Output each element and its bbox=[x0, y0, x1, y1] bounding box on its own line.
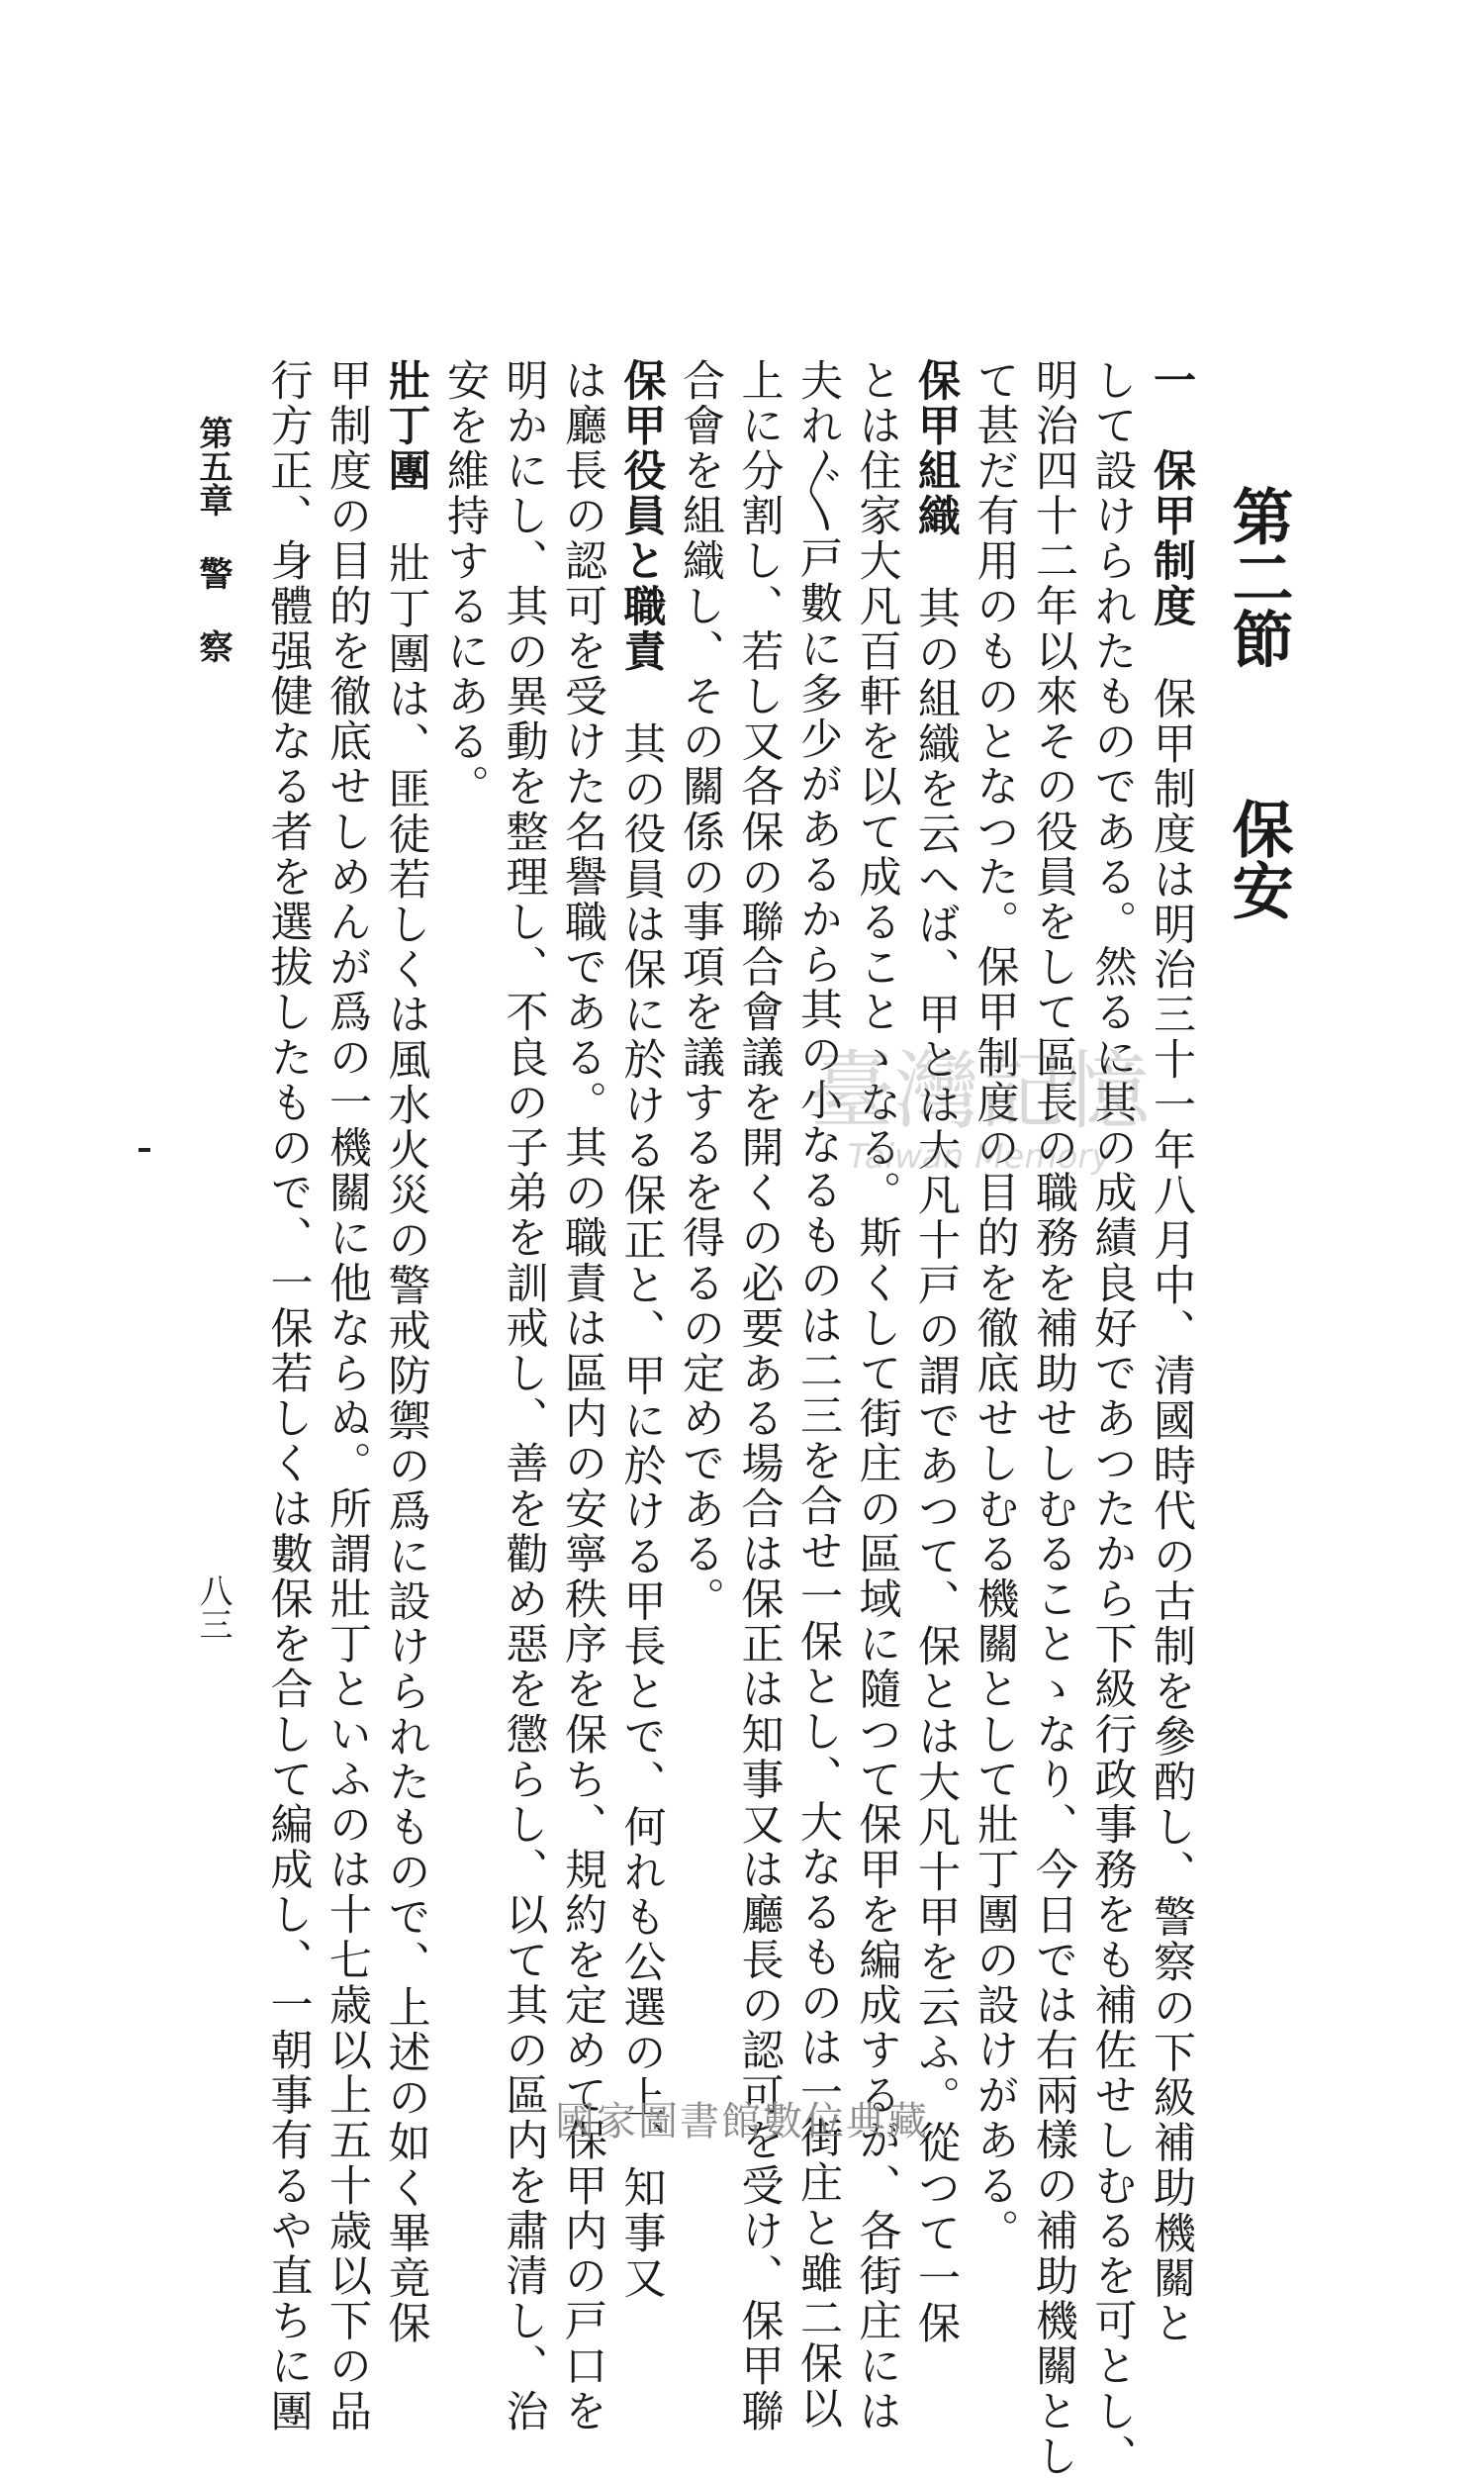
column-text: 上に分割し、若し又各保の聯合會議を開くの必要ある場合は保正は知事又は廳長の認可を受け、保甲聯 bbox=[734, 358, 785, 2434]
running-head bbox=[193, 416, 232, 663]
column-text: 甲制度の目的を徹底せしめんが爲の一機關に他ならぬ。所謂壯丁といふのは十七歳以上五十歳以下の品 bbox=[323, 358, 372, 2434]
section-number: 第二節 bbox=[1222, 485, 1294, 669]
text-column bbox=[911, 358, 961, 2346]
watermark-sub: Taiwan Memory bbox=[847, 1137, 1112, 1177]
watermark-main: 臺灣記憶 bbox=[809, 1042, 1150, 1141]
column-text: 其の組織を云へば、甲とは大凡十戸の謂であつて、保とは大凡十甲を云ふ。從つて一保 bbox=[911, 586, 961, 2346]
column-text: は廳長の認可を受けた名譽職である。其の職責は區内の安寧秩序を保ち、規約を定めて保甲内の戸口を bbox=[558, 358, 607, 2434]
column-text: 保甲制度は明治三十一年八月中、清國時代の古制を參酌し、警察の下級補助機關と bbox=[1147, 676, 1196, 2346]
section-title bbox=[1222, 485, 1294, 920]
page-number: 八三 bbox=[193, 1573, 232, 1641]
text-column bbox=[616, 358, 667, 2302]
ink-speck bbox=[139, 1148, 150, 1152]
column-text: 安を維持するにある。 bbox=[440, 358, 490, 810]
subsection-heading: 保甲役員と職責 bbox=[616, 358, 667, 675]
section-name: 保安 bbox=[1222, 798, 1294, 920]
column-text: 夫れ〴〵戸數に多少があるから其の小なるものは二三を合せ一保とし、大なるものは一街庄と雖二保以 bbox=[793, 358, 843, 2431]
text-column bbox=[440, 358, 490, 810]
column-text: して設けられたものである。然るに其の成績良好であつたから下級行政事務をも補佐せしむるを可とし、 bbox=[1087, 358, 1138, 2479]
column-text: 明かにし、其の異動を整理し、不良の子弟を訓戒し、善を勸め惡を懲らし、以て其の區内を肅清し、治 bbox=[499, 358, 549, 2434]
running-title-a: 警 bbox=[193, 556, 232, 590]
column-text: て甚だ有用のものとなつた。保甲制度の目的を徹底せしむる機關として壯丁團の設けがある。 bbox=[970, 358, 1020, 2254]
column-text: 明治四十二年以來その役員をして區長の職務を補助せしむることゝなり、今日では右兩樣の補助機關とし bbox=[1029, 358, 1078, 2479]
column-text: 其の役員は保に於ける保正と、甲に於ける甲長とで、何れも公選の上、知事又 bbox=[616, 721, 667, 2302]
footer-credit: 國家圖書館數位典藏 bbox=[555, 2099, 929, 2145]
column-text: 壯丁團は、匪徒若しくは風水火災の警戒防禦の爲に設けられたもので、上述の如く畢竟保 bbox=[381, 540, 431, 2346]
subsection-heading: 一 保甲制度 bbox=[1147, 358, 1196, 629]
running-title-b: 察 bbox=[193, 629, 232, 663]
column-text: とは住家大凡百軒を以て成ることゝなる。斯くして街庄の區域に隨つて保甲を編成するが、各街庄には bbox=[852, 358, 902, 2434]
running-chapter: 第五章 bbox=[193, 416, 232, 517]
text-column bbox=[1029, 358, 1078, 2479]
subsection-heading: 壯丁團 bbox=[381, 358, 431, 494]
text-column bbox=[1147, 358, 1196, 2346]
subsection-heading: 保甲組織 bbox=[911, 358, 961, 539]
column-text: 合會を組織し、その關係の事項を議するを得るの定めである。 bbox=[676, 358, 725, 1622]
text-column bbox=[381, 358, 431, 2346]
watermark-logo bbox=[772, 1042, 1187, 1237]
text-column bbox=[1087, 358, 1138, 2479]
column-text: 行方正、身體强健なる者を選拔したもので、一保若しくは數保を合して編成し、一朝事有るや直ちに團 bbox=[263, 358, 314, 2434]
text-column bbox=[676, 358, 725, 1622]
text-column bbox=[970, 358, 1020, 2254]
